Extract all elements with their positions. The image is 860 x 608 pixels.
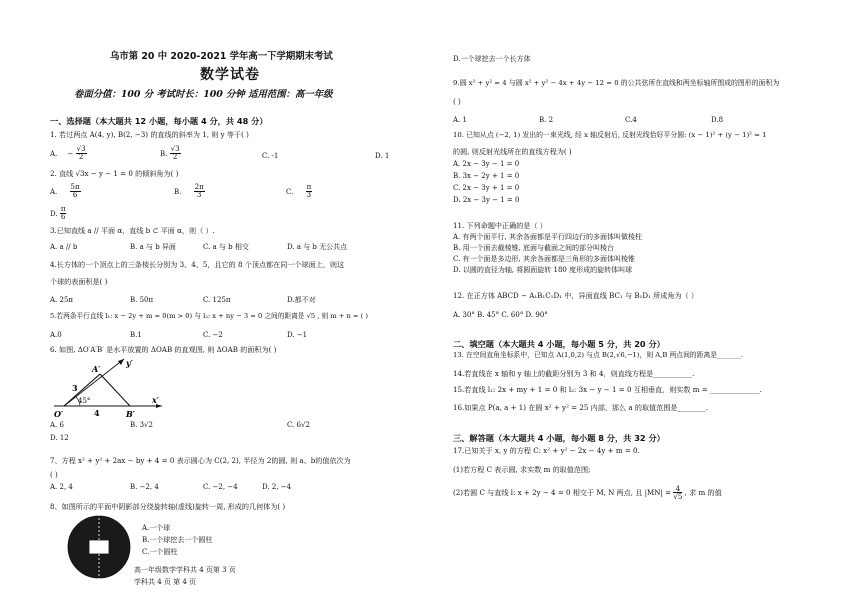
sign: − [67,149,74,158]
denominator: 6 [72,191,78,200]
q16: 16.如果点 P(a, a + 1) 在圆 x² + y² = 25 内部，那么 a 的取值范围是________. [453,403,709,412]
numerator: √3 [170,145,180,153]
q3-stem: 3.已知直线 a // 平面 α，直线 b ⊂ 平面 α，则（ ）. [50,226,215,235]
page-footer-2: 学科共 4 页 第 4 页 [134,578,197,586]
denominator: 3 [306,191,312,200]
q5-stem: 5.若两条平行直线 l₁: x − 2y + m = 0(m > 0) 与 l₂: x + ny − 3 = 0 之间的距离是 √5 , 则 m + n = ( ) [50,312,369,320]
q17-part1: (1)若方程 C 表示圆, 求实数 m 的取值范围; [453,465,591,474]
option-label: C. [286,187,294,196]
q11-option-b: B. 用一个面去截棱锥, 底面与截面之间的部分叫棱台 [453,244,615,252]
q15: 15.若直线 l₁: 2x + my + 1 = 0 和 l₂: 3x − y − 1 = 0 互相垂直，则实数 m = ______________. [453,385,762,394]
q8-option-a: A.一个球 [142,524,171,532]
q10-stem-line1: 10. 已知从点 (−2, 1) 发出的一束光线, 经 x 轴反射后, 反射光线恰好平分圆: (x − 1)² + (y − 1)² = 1 [453,131,767,139]
q7-option-c: C. −2, −4 [203,483,238,491]
q8-option-d: D.一个球挖去一个长方体 [453,55,531,63]
numerator: 5π [70,183,80,191]
q9-option-c: C.4 [625,116,637,124]
q4-option-c: C. 125π [203,296,231,304]
q5-option-b: B.1 [130,331,142,339]
q4-stem-line1: 4.长方体的一个顶点上的三条棱长分别为 3、4、5，且它的 8 个顶点都在同一个球面上，则这 [50,260,345,269]
q3-option-c: C. a 与 b 相交 [203,243,249,251]
q8-option-b: B.一个球挖去一个圆柱 [142,536,213,544]
q9-option-a: A. 1 [453,116,467,124]
label-45: 45° [78,397,91,405]
q2-option-c [286,184,312,200]
q4-option-d: D.都不对 [287,296,316,304]
q9-option-b: B. 2 [539,116,554,124]
q10-option-d: D. 2x − 3y − 1 = 0 [453,196,520,204]
fraction [673,485,682,501]
q2-option-b [174,184,205,200]
q9-stem-line1: 9.圆 x² + y² = 4 与圆 x² + y² − 4x + 4y − 12 = 0 的公共弦所在直线和两坐标轴所围成的图形的面积为 [453,79,780,87]
q6-option-b: B. 3√2 [130,421,153,429]
section-2-heading: 二、填空题（本大题共 4 小题，每小题 5 分，共 20 分） [453,339,665,349]
label-O: O′ [54,409,64,419]
label-A: A′ [92,364,101,374]
q5-option-c: C. −2 [203,331,223,339]
q2-option-a [50,184,81,200]
q17-part2-text: (2)若圆 C 与直线 l: x + 2y − 4 = 0 相交于 M, N 两点, 且 |MN| = [453,487,672,497]
label-B: B′ [126,409,135,419]
q11-option-d: D. 以圆的直径为轴, 将圆面旋转 180 度形成的旋转体叫球 [453,266,633,274]
q1-stem: 1. 若过两点 A(4, y), B(2, −3) 的直线的斜率为 1, 则 y 等于( ) [50,130,249,139]
q4-stem-line2: 个球的表面积是( ) [50,277,108,286]
option-label: B. [174,187,182,196]
q17-part2 [453,485,722,501]
fraction [194,184,205,200]
q9-stem-line2: ( ) [453,97,461,106]
q3-option-b: B. a 与 b 异面 [130,243,176,251]
denominator: 6 [60,213,66,222]
right-column [453,0,833,608]
rotation-body-figure [66,514,132,580]
q6-option-a: A. 6 [50,421,64,429]
option-label: A. [50,187,58,196]
exam-meta: 卷面分值：100 分 考试时长：100 分钟 适用范围：高一年级 [74,89,333,100]
q5-option-a: A.0 [50,331,62,339]
q9-option-d: D.8 [711,116,724,124]
q5-option-d: D. −1 [287,331,308,339]
segment-AB [100,374,130,406]
q3-option-a: A. a // b [50,243,78,251]
label-4: 4 [94,408,100,418]
fraction [170,146,181,162]
numerator: √3 [76,145,86,153]
option-label: D. [50,209,58,218]
fraction [60,206,67,222]
q7-paren: ( ) [50,470,58,479]
q11-option-c: C. 有一个面是多边形, 其余各面都是三角形的多面体叫棱锥 [453,255,636,263]
label-x: x′ [152,395,159,405]
q7-option-a: A. 2, 4 [50,483,73,491]
option-label: B. [160,149,168,158]
q17-stem: 17.已知关于 x, y 的方程 C: x² + y² − 2x − 4y + m = 0. [453,446,640,455]
q2-option-d [50,206,66,222]
label-y: y′ [126,358,133,368]
denominator: 2 [172,153,178,162]
denominator: √5 [673,492,683,502]
q6-option-d: D. 12 [50,434,69,442]
q11-option-a: A. 有两个面平行, 其余各面都是平行四边行的多面体叫做棱柱 [453,233,642,241]
q8-option-c: C.一个圆柱 [142,548,178,556]
q6-option-c: C. 6√2 [287,421,310,429]
page-footer-1: 高一年级数学学科共 4 页第 3 页 [134,566,236,574]
q6-stem: 6. 如图, ΔO′A′B′ 是水平放置的 ΔOAB 的直观图, 则 ΔOAB 的面积为( ) [50,345,277,354]
numerator: 2π [194,183,204,191]
q10-stem-line2: 的圆, 则反射光线所在的直线方程为( ) [453,147,572,156]
q17-part2-tail: , 求 m 的值 [684,487,722,497]
q12-options: A. 30° B. 45° C. 60° D. 90° [453,311,548,319]
school-title: 乌市第 20 中 2020-2021 学年高一下学期期末考试 [110,51,333,62]
q2-stem: 2. 直线 √3x − y − 1 = 0 的倾斜角为( ) [50,169,179,178]
q10-option-b: B. 3x − 2y + 1 = 0 [453,172,520,180]
fraction [306,184,313,200]
numerator: 4 [673,485,682,493]
q1-option-a [50,146,87,162]
q7-option-d: D. 2, −4 [262,483,292,491]
q13: 13. 在空间直角坐标系中，已知点 A(1,0,2) 与点 B(2,√6,−1)，则 A,B 两点间的距离是_______. [453,351,744,359]
section-1-heading: 一、选择题（本大题共 12 小题，每小题 4 分，共 48 分） [50,116,268,126]
q1-option-b [160,146,181,162]
q3-option-d: D. a 与 b 无公共点 [287,243,348,251]
option-label: A. [50,149,58,158]
numerator: π [306,183,312,191]
subject-title: 数学试卷 [200,67,260,83]
q14: 14.若直线在 x 轴和 y 轴上的截距分别为 3 和 4，则直线方程是___________. [453,369,695,378]
label-3: 3 [72,383,78,393]
fraction [70,184,81,200]
fraction [76,146,87,162]
q4-option-b: B. 50π [130,296,154,304]
q11-stem: 11. 下列命题中正确的是（ ） [453,221,547,230]
q8-stem: 8、如图所示的平面中阴影部分绕旋转轴(虚线)旋转一周, 形成的几何体为( ) [50,502,286,511]
denominator: 3 [196,191,202,200]
q7-stem: 7、方程 x² + y² + 2ax − by + 4 = 0 表示圆心为 C(2, 2), 半径为 2的圆, 则 a、b的值依次为 [50,456,351,465]
q1-option-c: C. -1 [262,152,279,160]
q4-option-a: A. 25π [50,296,74,304]
denominator: 2 [78,153,84,162]
q1-option-d: D. 1 [375,152,390,160]
y-axis-arrow-icon [118,359,124,365]
q12-stem: 12. 在正方体 ABCD − A₁B₁C₁D₁ 中，异面直线 BC₁ 与 B₁D₁ 所成角为（ ） [453,291,698,300]
left-column [50,0,440,608]
q10-option-a: A. 2x − 3y − 1 = 0 [453,160,520,168]
oblique-triangle-figure [50,356,170,422]
numerator: π [60,205,66,213]
q7-option-b: B. −2, 4 [130,483,159,491]
q10-option-c: C. 2x − 3y + 1 = 0 [453,184,520,192]
section-3-heading: 三、解答题（本大题共 4 小题，每小题 8 分，共 32 分） [453,433,665,443]
